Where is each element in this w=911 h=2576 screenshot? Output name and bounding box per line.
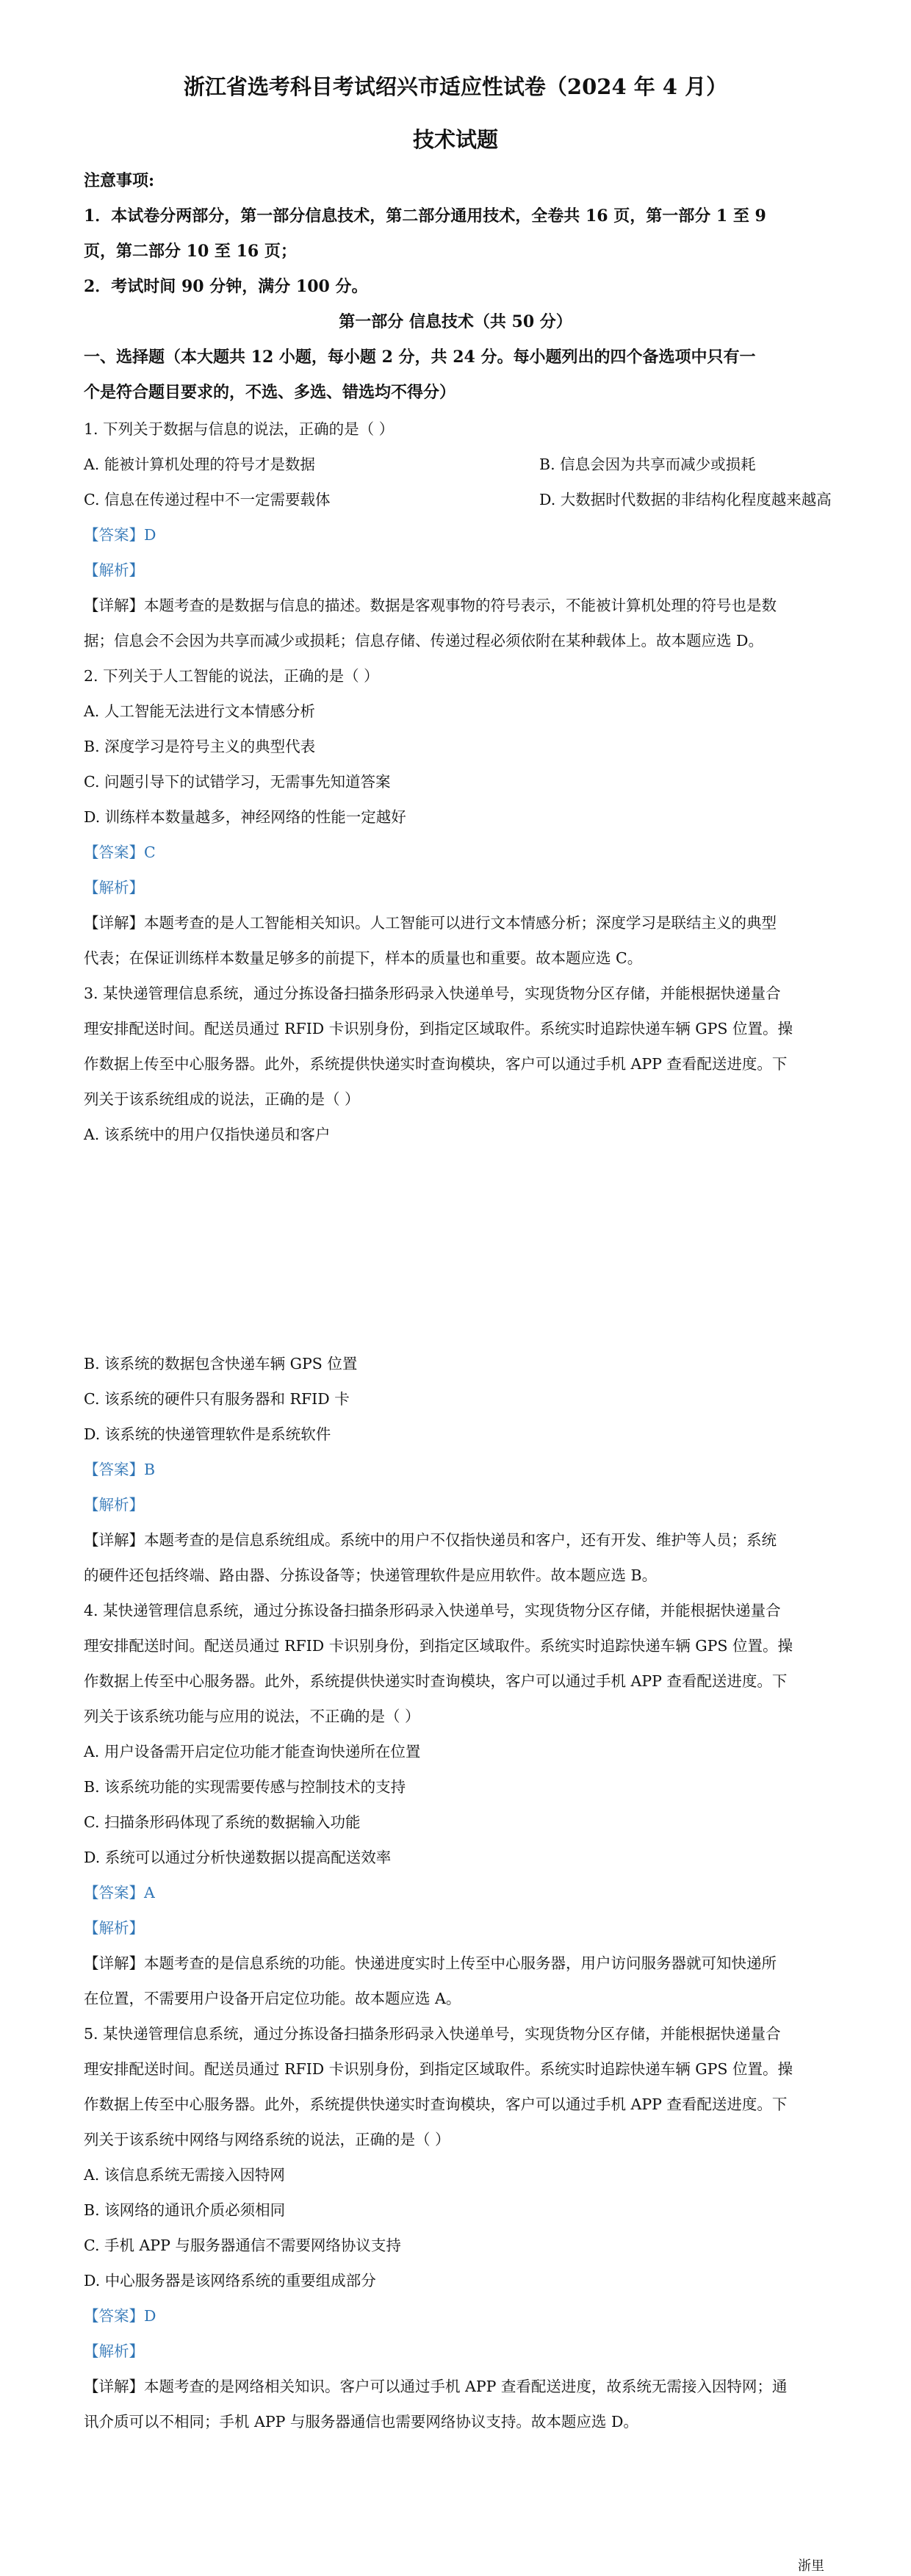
- detail-label: 【详解】: [84, 1954, 144, 1972]
- q2-stem: 2. 下列关于人工智能的说法，正确的是（ ）: [84, 667, 379, 685]
- section-heading-b: 个是符合题目要求的，不选、多选、错选均不得分）: [84, 383, 456, 402]
- section-heading-a: 一、选择题（本大题共 12 小题，每小题 2 分，共 24 分。每小题列出的四个备选项中只有一: [84, 348, 756, 367]
- q4-option-a: A. 用户设备需开启定位功能才能查询快递所在位置: [84, 1743, 421, 1760]
- q5-detail-2: 讯介质可以不相同；手机 APP 与服务器通信也需要网络协议支持。故本题应选 D。: [84, 2413, 638, 2431]
- detail-label: 【详解】: [84, 914, 144, 932]
- q5-option-d: D. 中心服务器是该网络系统的重要组成部分: [84, 2272, 376, 2289]
- answer-label: 【答案】: [84, 843, 144, 861]
- q3-stem-3: 作数据上传至中心服务器。此外，系统提供快递实时查询模块，客户可以通过手机 APP 查看配送进度。下: [84, 1055, 788, 1073]
- q1-option-a: A. 能被计算机处理的符号才是数据: [84, 456, 315, 473]
- exam-subtitle: 技术试题: [412, 127, 498, 152]
- q1-option-b: B. 信息会因为共享而减少或损耗: [539, 456, 756, 473]
- q1-option-d: D. 大数据时代数据的非结构化程度越来越高: [539, 491, 832, 508]
- q4-answer-value: A: [144, 1884, 155, 1902]
- q5-analysis-label: 【解析】: [84, 2342, 144, 2360]
- q4-option-c: C. 扫描条形码体现了系统的数据输入功能: [84, 1813, 361, 1831]
- q4-stem-1: 4. 某快递管理信息系统，通过分拣设备扫描条形码录入快递单号，实现货物分区存储，并能根据快递量合: [84, 1602, 781, 1619]
- notes-line-2: 2．考试时间 90 分钟，满分 100 分。: [84, 277, 368, 296]
- exam-title: 浙江省选考科目考试绍兴市适应性试卷（2024 年 4 月）: [183, 74, 728, 99]
- q1-answer-value: D: [144, 526, 156, 544]
- q1-options-row-2: [84, 489, 833, 510]
- q2-detail-text-1: 本题考查的是人工智能相关知识。人工智能可以进行文本情感分析；深度学习是联结主义的典型: [144, 914, 777, 932]
- q3-option-d: D. 该系统的快递管理软件是系统软件: [84, 1425, 331, 1443]
- q2-detail-2: 代表；在保证训练样本数量足够多的前提下，样本的质量也和重要。故本题应选 C。: [84, 949, 643, 967]
- q1-detail-text-1: 本题考查的是数据与信息的描述。数据是客观事物的符号表示，不能被计算机处理的符号也是数: [144, 597, 777, 614]
- q5-detail-text-1: 本题考查的是网络相关知识。客户可以通过手机 APP 查看配送进度，故系统无需接入因特网；通: [144, 2378, 788, 2395]
- q2-answer-value: C: [144, 843, 156, 861]
- q1-analysis-label: 【解析】: [84, 561, 144, 579]
- q5-stem-4: 列关于该系统中网络与网络系统的说法，正确的是（ ）: [84, 2131, 450, 2148]
- q1-detail-1: [84, 595, 833, 616]
- q4-stem-3: 作数据上传至中心服务器。此外，系统提供快递实时查询模块，客户可以通过手机 APP 查看配送进度。下: [84, 1672, 788, 1690]
- q4-option-b: B. 该系统功能的实现需要传感与控制技术的支持: [84, 1778, 406, 1796]
- detail-label: 【详解】: [84, 597, 144, 614]
- q5-option-a: A. 该信息系统无需接入因特网: [84, 2166, 285, 2184]
- q1-answer: [84, 525, 833, 545]
- q5-stem-3: 作数据上传至中心服务器。此外，系统提供快递实时查询模块，客户可以通过手机 APP 查看配送进度。下: [84, 2095, 788, 2113]
- q3-detail-1: [84, 1530, 833, 1550]
- q2-analysis-label: 【解析】: [84, 879, 144, 896]
- q3-option-a: A. 该系统中的用户仅指快递员和客户: [84, 1126, 331, 1143]
- q2-option-d: D. 训练样本数量越多，神经网络的性能一定越好: [84, 808, 406, 826]
- q4-answer: [84, 1882, 833, 1903]
- q5-option-c: C. 手机 APP 与服务器通信不需要网络协议支持: [84, 2237, 401, 2254]
- q5-stem-1: 5. 某快递管理信息系统，通过分拣设备扫描条形码录入快递单号，实现货物分区存储，并能根据快递量合: [84, 2025, 781, 2043]
- q2-option-a: A. 人工智能无法进行文本情感分析: [84, 702, 315, 720]
- q4-stem-4: 列关于该系统功能与应用的说法，不正确的是（ ）: [84, 1708, 420, 1725]
- q3-stem-2: 理安排配送时间。配送员通过 RFID 卡识别身份，到指定区域取件。系统实时追踪快递车辆 GPS 位置。操: [84, 1020, 793, 1037]
- q3-option-b: B. 该系统的数据包含快递车辆 GPS 位置: [84, 1355, 358, 1372]
- q1-stem: 1. 下列关于数据与信息的说法，正确的是（ ）: [84, 420, 395, 438]
- answer-label: 【答案】: [84, 1461, 144, 1478]
- q5-option-b: B. 该网络的通讯介质必须相同: [84, 2201, 286, 2219]
- q5-stem-2: 理安排配送时间。配送员通过 RFID 卡识别身份，到指定区域取件。系统实时追踪快递车辆 GPS 位置。操: [84, 2060, 793, 2078]
- q2-answer: [84, 842, 833, 863]
- q5-answer-value: D: [144, 2307, 156, 2325]
- q4-detail-2: 在位置，不需要用户设备开启定位功能。故本题应选 A。: [84, 1990, 461, 2007]
- q3-analysis-label: 【解析】: [84, 1496, 144, 1514]
- notes-line-1a: 1．本试卷分两部分，第一部分信息技术，第二部分通用技术，全卷共 16 页，第一部分 1 至 9: [84, 206, 766, 226]
- q4-option-d: D. 系统可以通过分析快递数据以提高配送效率: [84, 1849, 392, 1866]
- q4-detail-1: [84, 1953, 833, 1974]
- q3-detail-2: 的硬件还包括终端、路由器、分拣设备等；快递管理软件是应用软件。故本题应选 B。: [84, 1566, 658, 1584]
- q1-option-c: C. 信息在传递过程中不一定需要载体: [84, 491, 331, 508]
- q1-options-row-1: [84, 454, 833, 475]
- part-one-title: 第一部分 信息技术（共 50 分）: [339, 312, 572, 331]
- q4-stem-2: 理安排配送时间。配送员通过 RFID 卡识别身份，到指定区域取件。系统实时追踪快递车辆 GPS 位置。操: [84, 1637, 793, 1655]
- answer-label: 【答案】: [84, 2307, 144, 2325]
- page-footer: 浙里: [798, 2558, 824, 2574]
- answer-label: 【答案】: [84, 1884, 144, 1902]
- detail-label: 【详解】: [84, 2378, 144, 2395]
- q3-stem-4: 列关于该系统组成的说法，正确的是（ ）: [84, 1090, 360, 1108]
- q5-answer: [84, 2306, 833, 2326]
- q3-answer-value: B: [144, 1461, 156, 1478]
- q4-detail-text-1: 本题考查的是信息系统的功能。快递进度实时上传至中心服务器，用户访问服务器就可知快递所: [144, 1954, 777, 1972]
- q3-detail-text-1: 本题考查的是信息系统组成。系统中的用户不仅指快递员和客户，还有开发、维护等人员；系统: [144, 1531, 777, 1549]
- notes-heading: 注意事项:: [84, 171, 155, 190]
- notes-line-1b: 页，第二部分 10 至 16 页；: [84, 242, 297, 261]
- q5-detail-1: [84, 2376, 833, 2397]
- q3-answer: [84, 1459, 833, 1480]
- q3-stem-1: 3. 某快递管理信息系统，通过分拣设备扫描条形码录入快递单号，实现货物分区存储，并能根据快递量合: [84, 985, 781, 1002]
- q3-option-c: C. 该系统的硬件只有服务器和 RFID 卡: [84, 1390, 350, 1408]
- q4-analysis-label: 【解析】: [84, 1919, 144, 1937]
- q1-detail-2: 据；信息会不会因为共享而减少或损耗；信息存储、传递过程必须依附在某种载体上。故本题应选 D。: [84, 632, 763, 650]
- q2-option-c: C. 问题引导下的试错学习，无需事先知道答案: [84, 773, 391, 791]
- q2-option-b: B. 深度学习是符号主义的典型代表: [84, 738, 316, 755]
- answer-label: 【答案】: [84, 526, 144, 544]
- detail-label: 【详解】: [84, 1531, 144, 1549]
- q2-detail-1: [84, 913, 833, 933]
